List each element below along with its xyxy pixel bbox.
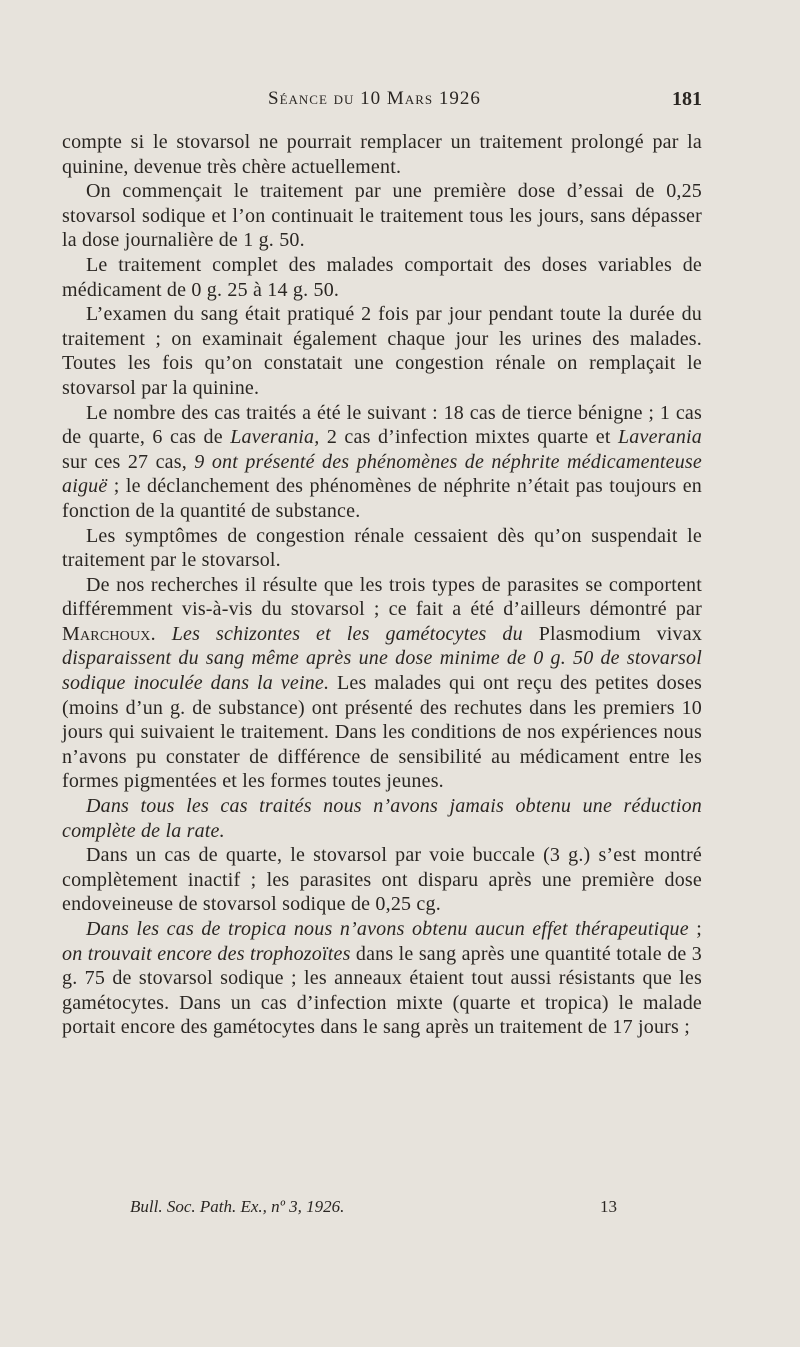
text-run: De nos recherches il résulte que les trois types de parasites se comportent différemment vis-à-vis du stovarsol ; ce fait a été d’ailleurs démontré par [62, 573, 702, 621]
italic-text: Dans tous les cas traités nous n’avons jamais obtenu une réduction complète de la rate. [62, 795, 702, 842]
page-header [0, 88, 800, 118]
italic-text: Dans les cas de tropica nous n’avons obtenu aucun effet thérapeutique [86, 918, 689, 940]
text-run [156, 623, 172, 645]
text-run: 2 cas d’infection mixtes quarte et [319, 426, 618, 449]
paragraph [62, 794, 702, 843]
paragraph [62, 401, 702, 524]
text-run: Dans un cas de quarte, le stovarsol par voie buccale (3 g.) s’est montré complètement inactif ; les parasites ont disparu après une première dose endoveineuse de stovarsol sodique de 0,25 cg. [62, 844, 702, 916]
italic-text: Les schizontes et les gamétocytes du [171, 622, 523, 645]
page-footer [0, 1197, 800, 1221]
paragraph [62, 253, 702, 302]
italic-text: disparaissent du sang même après une dose minime de 0 g. 50 de stovarsol sodique inoculée dans la veine. [62, 647, 702, 695]
signature-mark: 13 [600, 1197, 617, 1216]
text-run: Plasmodium vivax [522, 622, 703, 645]
text-run: L’examen du sang était pratiqué 2 fois par jour pendant toute la durée du traitement ; on examinait également chaque jour les urines des malades. Toutes les fois qu’on constatait une congestion rénale on remplaçait le stovarsol par la quinine. [62, 303, 702, 399]
text-run: dans le sang après une quantité totale de 3 g. 75 de stovarsol sodique ; les anneaux étaient tout aussi résistants que les gamétocytes. Dans un cas d’infection mixte (quarte et tropica) le malade portait encore des gamétocytes dans le sang après un traitement de 17 jours ; [62, 942, 702, 1039]
italic-text: on trouvait encore des trophozoïtes [62, 942, 351, 965]
paragraph [62, 524, 702, 573]
text-run: compte si le stovarsol ne pourrait remplacer un traitement prolongé par la quinine, devenue très chère actuellement. [62, 131, 702, 178]
paragraph [62, 130, 702, 179]
text-run: sur ces 27 cas, [62, 450, 195, 473]
paragraph [62, 917, 702, 1040]
text-run: ; [688, 918, 702, 940]
italic-text: Laverania [617, 426, 703, 449]
text-run: Les symptômes de congestion rénale cessaient dès qu’on suspendait le traitement par le stovarsol. [62, 524, 702, 572]
paragraph [62, 302, 702, 400]
text-run: Le nombre des cas traités a été le suivant : 18 cas de tierce bénigne ; 1 cas de quarte, 6 cas de [62, 401, 702, 449]
text-run: On commençait le traitement par une première dose d’essai de 0,25 stovarsol sodique et l’on continuait le traitement tous les jours, sans dépasser la dose journalière de 1 g. 50. [62, 180, 702, 252]
text-run: Les malades qui ont reçu des petites doses (moins d’un g. de substance) ont présenté des rechutes dans les premiers 10 jours qui suivaient le traitement. Dans les conditions de nos expériences nous n’avons pu constater de différence de sensibilité au médicament entre les formes pigmentées et les formes toutes jeunes. [62, 672, 702, 793]
italic-text: 9 ont présenté des phénomènes de néphrite médicamenteuse aiguë [62, 450, 702, 498]
italic-text: Laverania, [230, 426, 320, 449]
body-text [62, 130, 702, 1040]
text-run: ; le déclanchement des phénomènes de néphrite n’était pas toujours en fonction de la quantité de substance. [62, 475, 702, 522]
paragraph [62, 843, 702, 917]
journal-reference: Bull. Soc. Path. Ex., nº 3, 1926. [130, 1197, 345, 1216]
running-title: Séance du 10 Mars 1926 [268, 88, 481, 109]
text-run: Marchoux. [62, 622, 156, 645]
text-run: Le traitement complet des malades comportait des doses variables de médicament de 0 g. 25 à 14 g. 50. [62, 253, 702, 301]
paragraph [62, 179, 702, 253]
paragraph [62, 573, 702, 794]
page-number: 181 [672, 88, 702, 110]
